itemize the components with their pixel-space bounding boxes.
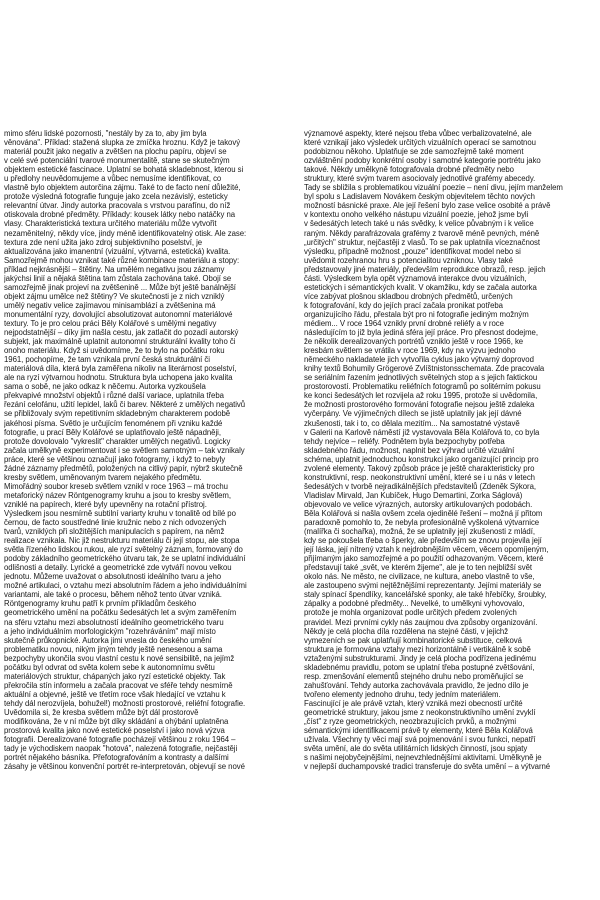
text-line: protože výsledná fotografie funguje jako zcela nezávislý, esteticky [4,192,228,202]
text-line: u předlohy neuvědomujeme a vůbec nemusíme identifikovat, co [4,174,222,184]
text-line: (malířka či sochařka), možná, že se uplatnily její zkušenosti z mládí, [304,527,535,537]
text-column-left [4,129,296,771]
text-line: byl spolu s Ladislavem Novákem českým objevitelem těchto nových [304,192,535,202]
text-line: vztaženými substrukturami. Jindy je celá plocha podřízena jedinému [304,653,537,663]
text-line: skutečně průkopnické. Autorka jimi vnesla do českého umění [4,635,212,645]
text-line: mimo sféru lidské pozornosti, "nestály by za to, aby jim byla [4,129,207,138]
text-line: části. Výsledkem byla opět významová interakce dvou vizuálních, [304,273,527,283]
text-line: jakéhosi písma. Světlo je určujícím fenoménem při vzniku každé [4,418,223,428]
text-line: vymezeních se pak uplatňují kombinatorické substituce, celková [304,635,522,645]
text-line: významové aspekty, které nejsou třeba vůbec verbalizovatelné, ale [304,129,532,138]
text-line: tehdy nejvíce – reliéfy. Podnětem byla bezpochyby potřeba [304,436,505,446]
text-line: podoby základního geometrického útvaru tak, že se uplatní individuální [4,554,246,564]
text-line: začala umělkyně experimentovat i se světlem samotným – tak vznikaly [4,445,245,455]
text-line: knihy textů Bohumily Grögerové Zvlíštnistonsschemata. Zde pracovala [304,364,545,374]
text-line: které vznikají jako výsledek určitých vizuálních operací se samotnou [304,138,536,148]
text-line: kresby světlem, uměnovaným tvarem nejakého předmětu. [4,472,202,482]
text-line: skladebného řádu, možnost, naplnit bez výhrad určité vizuální [304,445,515,455]
text-line: ale na ryzí výtvarnou hodnotu. Struktura byla uchopena jako kvalita [4,373,233,383]
text-line: fotografii. Derealizované fotografie pocházejí většinou z roku 1964 – [4,735,236,745]
text-line: materiál použit jako negativ a zvětšen na plochu papíru, objeví se [4,147,227,157]
text-line: objevovalo ve velice výrazných, autorsky artikulovaných podobách. [304,499,533,509]
text-line: příklad nejkrásnější – štětiny. Na umělém negativu jsou záznamy [4,264,225,274]
text-line: vyčerpány. Ve výjimečných dílech se jistě uplatnily jak její dávné [304,409,522,419]
text-line: počátku byl odvrat od světa kolem sebe k autonomnímu světu [4,662,215,672]
text-line: okolo nás. Ne město, ne civilizace, ne kultura, anebo vlastně to vše, [304,572,535,582]
text-line: pravidel. Mezi prvními cykly nás zaujmou dva způsoby organizování. [304,617,538,627]
text-line: „číst" z ryze geometrických, neozbrazujících prvků, a možnými [304,717,517,727]
text-line: zahušťování. Tehdy autorka zachovávala pravidlo, že jedno dílo je [304,680,529,690]
text-line: estetických i sémantických kvalit. V okamžiku, kdy se začala autorka [304,282,537,292]
text-line: umělý negativ velice zajímavou minisamblází a zvětšenina má [4,300,216,310]
text-line: subjekt, jak maximálně uplatnit autonomní strukturální kvality toho či [4,337,236,347]
text-line: černou, de facto soustředné linie kružnic nebo z nich odvozených [4,518,227,528]
text-line: žádné záznamy předmětů, položených na citlivý papír, nýbrž skutečně [4,463,243,473]
text-line: věnována". Příklad: stažená slupka ze zmíčka hroznu. Když je takový [4,138,241,148]
text-line: v nejlepší duchampovské tradici transferuje do světa umění – a výtvarné [304,762,551,772]
text-line: tvořeno elementy jednoho druhu, tedy jedním materiálem. [304,689,501,699]
text-line: světla řízeného lidskou rukou, ale ryzí světelný záznam, formovaný do [4,545,243,555]
text-line: objektem estetické fascinace. Uplatní se bohatá skladebnost, kterou si [4,165,244,175]
text-column-right [304,129,598,771]
text-line: portrét nějakého básníka. Přefotografováním a kontrasty a dalšími [4,753,229,763]
text-line: překvapivé množství objektů i různé další variace, uplatnila třeba [4,391,224,401]
text-line: následujícím to již byla jediná sféra její práce. Pro přesnost dodejme, [304,328,538,338]
text-line: médiem... V roce 1964 vznikly první drobné reliéfy a v roce [304,318,504,328]
text-line: organizujícího řádu, přestala být pro ni fotografie jediným možným [304,309,529,319]
text-line: výsledku, případně možnost „pouze" identifikovat model nebo si [304,246,521,256]
text-line: Vladislav Mirvald, Jan Kubíček, Hugo Demartini, Zorka Ságlová) [304,490,523,500]
text-line: schéma, uplatnit jednoduchou konstrukci jako organizující princip pro [304,454,539,464]
text-line: prostorová kvalita jako nové estetické poselství i jako nová výzva [4,726,225,736]
text-line: nezaměnitelný, někdy více, jindy méně identifikovatelný otisk. Ale zase: [4,228,247,238]
text-line: že možnosti prostorového formování fotografie nejsou ještě zdaleka [304,400,535,410]
text-line: Fascinující je ale právě vztah, který vzniká mezi obecností určité [304,698,523,708]
text-line: paradoxně pomohlo to, že nebyla profesionálně vyškolená výtvarnice [304,518,540,528]
text-line: protože dovolovalo "vykreslit" charakter umělých negativů. Logicky [4,436,231,446]
text-line: aktuální a objevné, ještě ve třetím roce však hledající ve vztahu k [4,689,226,699]
text-line: ke konci šedesátých let rozvijela až roku 1995, protože si uvědomila, [304,391,538,401]
text-line: prostorovostí. Problematiku reliéfních fotogramů po solitérním pokusu [304,382,541,392]
text-line: tvarů, vzniklých při složitějších manipulacích s papírem, na němž [4,527,225,537]
text-line: vzniklé na papírech, které byly upevněny na rotační přístroj. [4,499,207,509]
text-line: v kontextu onoho velkého nástupu vizuální poezie, jehož jsme byli [304,210,529,220]
text-line: geometrické struktury, jakou jsme z neokonstruktivního umění zvyklí [304,708,536,717]
text-line: uvědomit rozehranou hru s potencialitou vzniknou. Vlasy také [304,255,513,265]
text-line: variantami, ale také o procesu, během něhož tento útvar vzniká. [4,590,222,600]
text-line: Röntgenogramy kruhu patří k prvním příkladům českého [4,599,196,609]
text-line: samozřejmě jinak projeví na zvětšenině ... Může být ještě banálnější [4,282,236,292]
text-line: vlastně bylo objektem autorčina zájmu. Také to de facto není důležité, [4,183,241,193]
text-line: se přibližovaly svým repetitivním skladebným charakterem podobě [4,409,231,419]
text-line: s našimi nejobyčejnějšími, nejnevzhlednějšími aktivitami. Umělkyně je [304,753,542,763]
text-line: protože je mohla organizovat podle určitých předem zvolených [304,608,517,618]
text-line: Někdy je celá plocha díla rozdělena na stejné části, v jejichž [304,626,509,636]
text-line: objekt zájmu umělce než štětiny? Ve skutečnosti je z nich vzniklý [4,291,225,301]
text-line: odlišnosti a detaily. Lyrické a geometrické zde vytváří novou velkou [4,563,232,573]
text-line: tehdy dál nerozvíjela, bohužel!) možnosti prostorové, reliéfní fotografie. [4,698,246,708]
text-line: metaforický název Röntgenogramy kruhu a jsou to kresby světlem, [4,490,231,500]
text-line: ozvláštnění podoby konkrétní osoby i samotné kategorie portrétu jako [304,156,541,166]
text-line: představují také „svět, ve kterém žijeme", ale je to ten nejbližší svět [304,563,533,573]
text-line: kdy se pokoušela třeba o šperky, ale především se znovu projevila její [304,536,542,546]
text-line: Uvědomila si, že kresba světlem může být dál prostorově [4,708,199,717]
text-line: raným. Někdy parafrázovala grafémy z tvarově méně pevných, méně [304,228,540,238]
text-line: relevantní útvar. Jindy autorka pracovala s vrstvou parafínu, do níž [4,201,231,211]
text-line: světa umění, ale do světa utilitárních lidských činností, jsou spjaty [304,744,528,754]
text-line: k fotografování, kdy do jejích prací začala pronikat potřeba [304,300,503,310]
text-line: resp. zmenšování elementů stejného druhu nebo proměňující se [304,671,524,681]
text-line: materiálová díla, která byla zaměřena nikoliv na literárnost poselství, [4,364,237,374]
text-line: zásahy je většinou konvenční portrét re-interpretován, objevují se nové [4,762,245,772]
text-line: jakýchsi linií a nějaká štětina tam zůstala zachována také. Obojí se [4,273,232,283]
text-line: tady je východiskem naopak "hotová", nalezená fotografie, nejčastěji [4,744,238,754]
text-line: zápalky a podobné předměty... Nevelké, to umělkyni vyhovovalo, [304,599,525,609]
text-line: textury. To je pro celou práci Běly Kolářové s umělými negativy [4,318,217,328]
text-line: 1961, pochopíme, že tam vznikala první česká strukturální či [4,355,210,365]
text-line: možné artikulaci, o vztahu mezi absolutním řádem a jeho individuálními [4,581,247,591]
text-line: jednotu. Můžeme uvažovat o absolutnosti ideálního tvaru a jeho [4,572,222,582]
text-line: Běla Kolářová si našla ovšem zcela ojedinělé řešení – možná jí přitom [304,508,543,518]
text-line: šedesátých v tvorbě nejradikálnějších představitelů (Zdeněk Sýkora, [304,481,536,491]
text-line: struktura je formována vztahy mezi horizontálně i vertikálně k sobě [304,644,531,654]
text-line: že několik derealizovaných portrétů vzniklo ještě v roce 1966, ke [304,337,524,347]
text-line: přijímaným jako samozřejmé a po použití odhazovaným. Věcem, které [304,554,544,564]
text-line: skladebnému pravidlu, potom se uplatní třeba postupné zvětšování, [304,662,535,672]
text-line: ale zastoupeno svými nejtěžnějšími reprezentanty. Jejími materiály se [304,581,542,591]
text-line: monumentální ryzy, dovolující absolutizovat autonomní materiálové [4,309,233,319]
text-line: možností básnické praxe. Ale její řešení bylo zase velice osobité a právě [304,201,551,211]
text-line: struktury, které svým tvarem asociovaly jednotlivé grafémy abecedy. [304,174,536,184]
text-line: textura zde není užita jako zdroj subjektivního poselství, je [4,237,203,247]
text-line: otiskovala drobné předměty. Příklady: kousek látky nebo natáčky na [4,210,236,220]
text-line: na sféru vztahu mezi absolutností ideálního geometrického tvaru [4,617,224,627]
text-line: geometrického umění na počátku šedesátých let a svým zaměřením [4,608,237,618]
text-line: v Galerii na Karlově náměstí již vystavovala Běla Kolářová to, co byla [304,427,540,437]
text-line: v celé své potenciální tvarové monumentalitě, stane se skutečným [4,156,230,166]
text-line: Samozřejmě mohou vznikat také různé kombinace materiálu a stopy: [4,255,240,265]
text-line: sama o sobě, ne jako odkaz k něčemu. Autorka vyzkoušela [4,382,206,392]
text-line: užívala. Všechny ty věci mají svá pojmenování i svou funkci, nepatří [304,735,536,745]
text-line: Tady se sbližila s problematikou vizuální poezie – není divu, jejím manželem [304,183,563,193]
text-line: její láska, její nítrený vztah k nejdrobnějším věcem, věcem opomíjeným, [304,545,549,555]
text-line: a jeho individuálním morfologickým "rozehráváním" mají místo [4,626,216,636]
text-line: konstruktivní, resp. neokonstruktivní umění, které se i u nás v letech [304,472,535,482]
text-line: vlasy. Charakteristická textura určitého materiálu může vytvořit [4,219,217,229]
text-line: realizace vznikala. Nic již nestrukturu materiálu či její stopu, ale stopa [4,536,240,546]
text-line: podobiznou někoho. Uplatňuje se zde samozřejmě také moment [304,147,524,157]
text-line: představovaly jiné materiály, především reprodukce obrazů, resp. jejich [304,264,546,274]
text-line: v šedesátých letech také u nás svědky, k velice půvabným i k velice [304,219,534,229]
text-line: kresbám světlem se vrátila v roce 1969, kdy na výzvu jednoho [304,346,516,356]
text-line: bezpochyby ukončila svou vlastní cestu k nové sensibilitě, na jejímž [4,653,235,663]
text-line: nejpodstatnější – díky jim našla cestu, jak zatlačit do pozadí autorský [4,328,239,338]
text-line: problematiku novou, nikým jiným tehdy ještě nenesenou a sama [4,644,223,654]
text-line: „určitých" struktur, nejčastěji z vlasů. To se pak uplatnila víceznačnost [304,237,541,247]
text-line: modifikována, že v ní může být díky skládání a ohýbání uplatněna [4,717,229,727]
text-line: zkušenosti, tak i to, co dělala mezitím... Na samostatné výstavě [304,418,520,428]
text-line: staly spínací špendlíky, kancelářské sponky, ale také hřebíčky, šroubky, [304,590,547,600]
text-line: onoho materiálu. Když si uvědomíme, že to bylo na počátku roku [4,346,225,356]
text-line: německého nakladatele jich vytvořila cyklus jako výtvarný doprovod [304,355,534,365]
text-line: se seriálním řazením jednotlivých světelných stop a s jejich faktickou [304,373,538,383]
text-line: sémantickými identifikacemi právě ty elementy, které Běla Kolářová [304,726,533,736]
text-line: zvolené elementy. Takový způsob práce je ještě charakteristicky pro [304,463,535,473]
text-line: aktualizována jako imanentní (vizuální, výtvarná, estetická) kvalita. [4,246,231,256]
text-line: materiálových struktur, chápaných jako ryzí estetické objekty. Tak [4,671,226,681]
text-line: řezání celofánu, užití lepidel, laků či barev. Některé z umělých negativů [4,400,246,410]
text-line: Mimořádný soubor kreseb světlem vznikl v roce 1963 – má trochu [4,481,228,491]
text-line: více zabývat plošnou skladbou drobných předmětů, určených [304,291,513,301]
text-line: práce, které se většinou označují jako fotogramy, i když to nebyly [4,454,226,464]
text-line: takové. Někdy umělkyně fotografovala drobné předměty nebo [304,165,514,175]
text-line: Výsledkem jsou nesmírně subtilní variarty kruhu v tonalitě od bílé po [4,508,236,518]
text-line: fotografie, u prací Běly Kolářové se uplatňovalo ještě nápadněji, [4,427,221,437]
text-line: překročila stín informelu a začala pracovat ve sféře tehdy nesmírně [4,680,233,690]
